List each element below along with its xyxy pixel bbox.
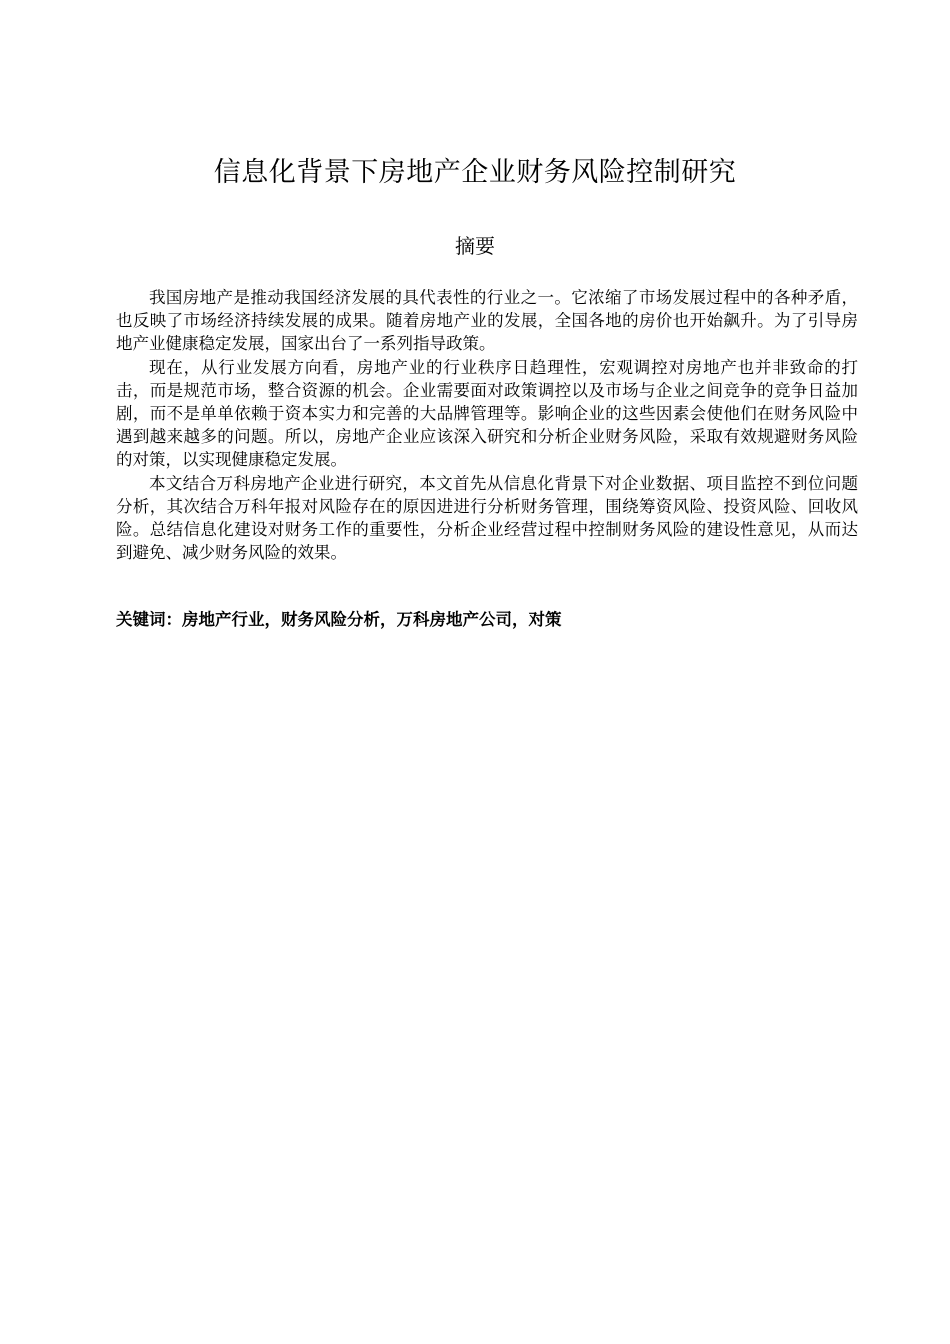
abstract-paragraph: 本文结合万科房地产企业进行研究，本文首先从信息化背景下对企业数据、项目监控不到位问题分析，其次结合万科年报对风险存在的原因进进行分析财务管理，围绕筹资风险、投资风险、回收风险。总结信息化建设对财务工作的重要性，分析企业经营过程中控制财务风险的建设性意见，从而达到避免、减少财务风险的效果。: [116, 473, 858, 563]
abstract-paragraph: 现在，从行业发展方向看，房地产业的行业秩序日趋理性，宏观调控对房地产也并非致命的打击，而是规范市场，整合资源的机会。企业需要面对政策调控以及市场与企业之间竞争的竞争日益加剧，而不是单单依赖于资本实力和完善的大品牌管理等。影响企业的这些因素会使他们在财务风险中遇到越来越多的问题。所以，房地产企业应该深入研究和分析企业财务风险，采取有效规避财务风险的对策，以实现健康稳定发展。: [116, 357, 858, 470]
keywords-line: 关键词：房地产行业，财务风险分析，万科房地产公司，对策: [116, 610, 562, 629]
document-title: 信息化背景下房地产企业财务风险控制研究: [213, 157, 737, 188]
abstract-paragraph: 我国房地产是推动我国经济发展的具代表性的行业之一。它浓缩了市场发展过程中的各种矛盾，也反映了市场经济持续发展的成果。随着房地产业的发展，全国各地的房价也开始飙升。为了引导房地产业健康稳定发展，国家出台了一系列指导政策。: [116, 288, 858, 354]
abstract-heading: 摘要: [455, 234, 495, 258]
abstract-body: [116, 286, 858, 564]
